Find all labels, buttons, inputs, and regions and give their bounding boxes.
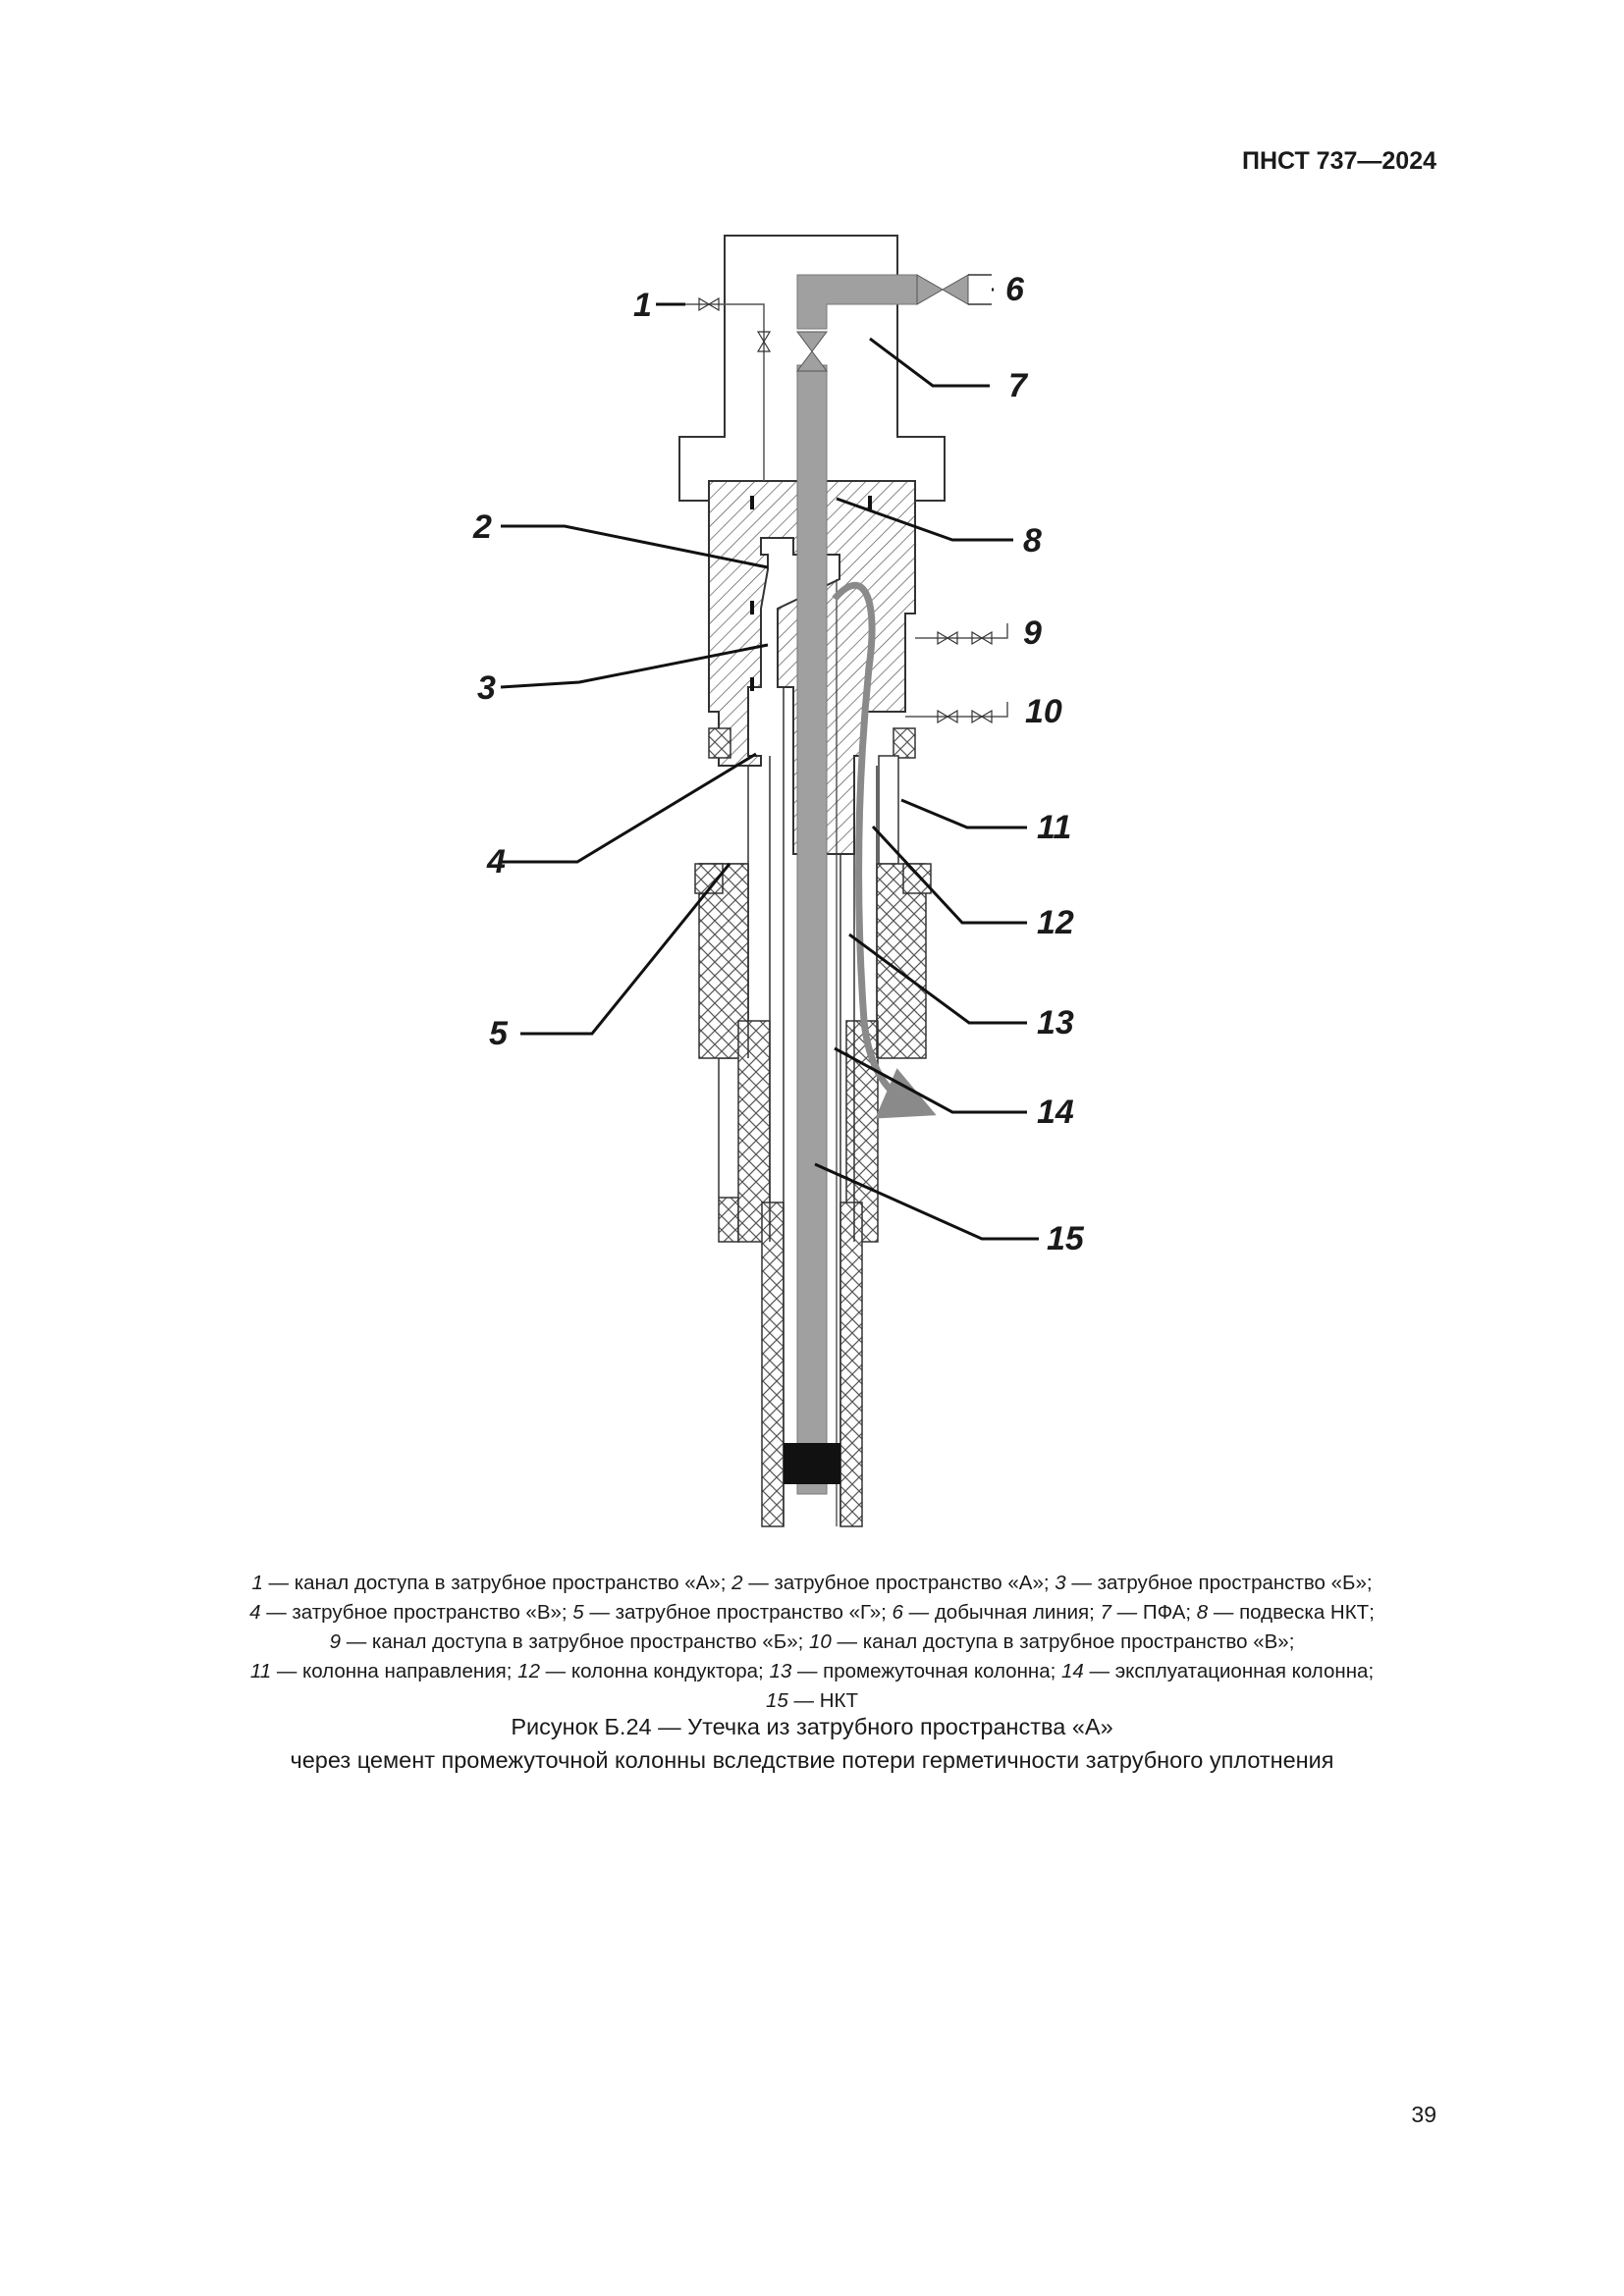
legend-line (118, 1657, 1506, 1686)
production-line (797, 275, 917, 329)
legend-text: — канал доступа в затрубное пространство «А»; (262, 1572, 732, 1594)
document-code: ПНСТ 737—2024 (1242, 147, 1436, 175)
legend-line (118, 1569, 1506, 1598)
legend-text: — эксплуатационная колонна; (1083, 1660, 1375, 1682)
production-valve (917, 275, 968, 304)
legend-text: — колонна кондуктора; (539, 1660, 770, 1682)
legend-text: — затрубное пространство «Г»; (583, 1601, 893, 1624)
seal-mark (750, 601, 754, 614)
callout-10: 10 (1025, 693, 1062, 730)
legend-num: 6 (892, 1601, 903, 1624)
legend-line (118, 1628, 1506, 1657)
callout-15: 15 (1047, 1220, 1084, 1257)
flange-lower-right (903, 864, 931, 893)
legend-num: 2 (731, 1572, 743, 1594)
legend-text: — промежуточная колонна; (791, 1660, 1062, 1682)
legend-line (118, 1598, 1506, 1628)
upper-flange-left (709, 728, 731, 758)
legend-num: 8 (1196, 1601, 1209, 1624)
legend-text: — НКТ (787, 1689, 858, 1712)
callout-11: 11 (1037, 809, 1072, 846)
legend-num: 15 (766, 1689, 788, 1712)
legend-text: — затрубное пространство «В»; (260, 1601, 573, 1624)
caption-line-2: через цемент промежуточной колонны вследствие потери герметичности затрубного уплотнения (290, 1747, 1334, 1773)
leader-4 (501, 754, 756, 862)
legend-num: 12 (517, 1660, 540, 1682)
legend-num: 4 (249, 1601, 261, 1624)
seal-mark (868, 496, 872, 509)
seal-mark (750, 677, 754, 691)
tubing-string (797, 365, 827, 1494)
casing-11-right-wall (879, 756, 898, 864)
legend-num: 14 (1061, 1660, 1084, 1682)
legend-text: — колонна направления; (271, 1660, 518, 1682)
callout-6: 6 (1005, 271, 1024, 308)
legend-text: — добычная линия; (902, 1601, 1101, 1624)
leader-11 (901, 800, 1027, 828)
legend-text: — затрубное пространство «А»; (742, 1572, 1056, 1594)
figure-legend (118, 1569, 1506, 1716)
legend-text: — затрубное пространство «Б»; (1065, 1572, 1373, 1594)
legend-text: — ПФА; (1110, 1601, 1197, 1624)
legend-num: 1 (251, 1572, 263, 1594)
legend-num: 13 (769, 1660, 792, 1682)
callout-3: 3 (477, 669, 496, 707)
legend-text: — канал доступа в затрубное пространство «Б»; (341, 1630, 810, 1653)
callout-1: 1 (633, 287, 652, 324)
callout-12: 12 (1037, 904, 1074, 941)
access-channel-9 (915, 623, 1007, 638)
callout-14: 14 (1037, 1094, 1074, 1131)
legend-num: 10 (809, 1630, 832, 1653)
callout-4: 4 (487, 843, 506, 881)
legend-num: 5 (572, 1601, 584, 1624)
legend-text: — канал доступа в затрубное пространство «В»; (831, 1630, 1295, 1653)
callout-13: 13 (1037, 1004, 1074, 1041)
callout-2: 2 (473, 508, 492, 546)
caption-line-1: Рисунок Б.24 — Утечка из затрубного пространства «А» (511, 1714, 1113, 1739)
callout-5: 5 (489, 1015, 508, 1052)
cement-lower-left (762, 1202, 784, 1526)
legend-num: 11 (249, 1660, 272, 1682)
figure-caption (118, 1710, 1506, 1777)
callout-8: 8 (1023, 522, 1042, 560)
legend-num: 9 (329, 1630, 342, 1653)
leader-7 (870, 339, 990, 386)
page-number: 39 (1411, 2102, 1436, 2127)
callout-9: 9 (1023, 614, 1042, 652)
master-valve (797, 332, 827, 371)
callout-7: 7 (1008, 367, 1027, 404)
cement-lower-right (840, 1202, 862, 1526)
legend-num: 3 (1055, 1572, 1066, 1594)
leader-13 (849, 934, 1027, 1023)
packer (784, 1443, 840, 1484)
legend-num: 7 (1100, 1601, 1111, 1624)
upper-flange-right (893, 728, 915, 758)
legend-text: — подвеска НКТ; (1208, 1601, 1375, 1624)
seal-mark (750, 496, 754, 509)
